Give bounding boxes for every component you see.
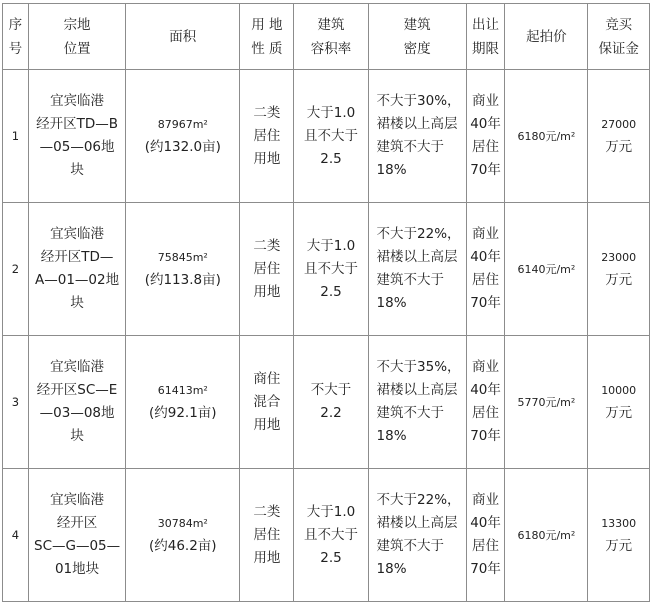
row-start-price: 6180元/m² [505,70,588,203]
row-land-use: 二类 居住 用地 [240,203,294,336]
land-auction-table [2,3,650,602]
row-far: 不大于 2.2 [294,336,368,469]
table-row [3,469,650,602]
row-seq: 2 [3,203,29,336]
header-far: 建筑 容积率 [294,4,368,70]
header-seq: 序 号 [3,4,29,70]
header-density: 建筑 密度 [368,4,466,70]
row-seq: 3 [3,336,29,469]
row-land-use: 二类 居住 用地 [240,70,294,203]
table-row [3,70,650,203]
table-row [3,203,650,336]
row-density: 不大于22%， 裙楼以上高层 建筑不大于 18% [368,203,466,336]
row-land-use: 二类 居住 用地 [240,469,294,602]
row-start-price: 5770元/m² [505,336,588,469]
header-location: 宗地 位置 [28,4,126,70]
row-term: 商业 40年 居住 70年 [466,70,505,203]
row-term: 商业 40年 居住 70年 [466,203,505,336]
row-deposit: 10000 万元 [588,336,650,469]
row-far: 大于1.0 且不大于 2.5 [294,469,368,602]
row-deposit: 13300 万元 [588,469,650,602]
row-density: 不大于35%， 裙楼以上高层 建筑不大于 18% [368,336,466,469]
row-seq: 4 [3,469,29,602]
row-location: 宜宾临港 经开区TD— A—01—02地 块 [28,203,126,336]
header-area: 面积 [126,4,240,70]
row-location: 宜宾临港 经开区TD—B —05—06地 块 [28,70,126,203]
header-term: 出让 期限 [466,4,505,70]
row-far: 大于1.0 且不大于 2.5 [294,70,368,203]
row-deposit: 27000 万元 [588,70,650,203]
header-deposit: 竞买 保证金 [588,4,650,70]
row-land-use: 商住 混合 用地 [240,336,294,469]
row-seq: 1 [3,70,29,203]
header-land-use: 用 地 性 质 [240,4,294,70]
table-row [3,336,650,469]
row-deposit: 23000 万元 [588,203,650,336]
row-term: 商业 40年 居住 70年 [466,469,505,602]
header-row [3,4,650,70]
row-density: 不大于22%， 裙楼以上高层 建筑不大于 18% [368,469,466,602]
row-start-price: 6140元/m² [505,203,588,336]
row-start-price: 6180元/m² [505,469,588,602]
row-location: 宜宾临港 经开区 SC—G—05— 01地块 [28,469,126,602]
row-area: 75845m² (约113.8亩) [126,203,240,336]
row-term: 商业 40年 居住 70年 [466,336,505,469]
row-far: 大于1.0 且不大于 2.5 [294,203,368,336]
row-density: 不大于30%， 裙楼以上高层 建筑不大于 18% [368,70,466,203]
row-area: 30784m² (约46.2亩) [126,469,240,602]
header-start-price: 起拍价 [505,4,588,70]
row-location: 宜宾临港 经开区SC—E —03—08地 块 [28,336,126,469]
row-area: 61413m² (约92.1亩) [126,336,240,469]
row-area: 87967m² (约132.0亩) [126,70,240,203]
